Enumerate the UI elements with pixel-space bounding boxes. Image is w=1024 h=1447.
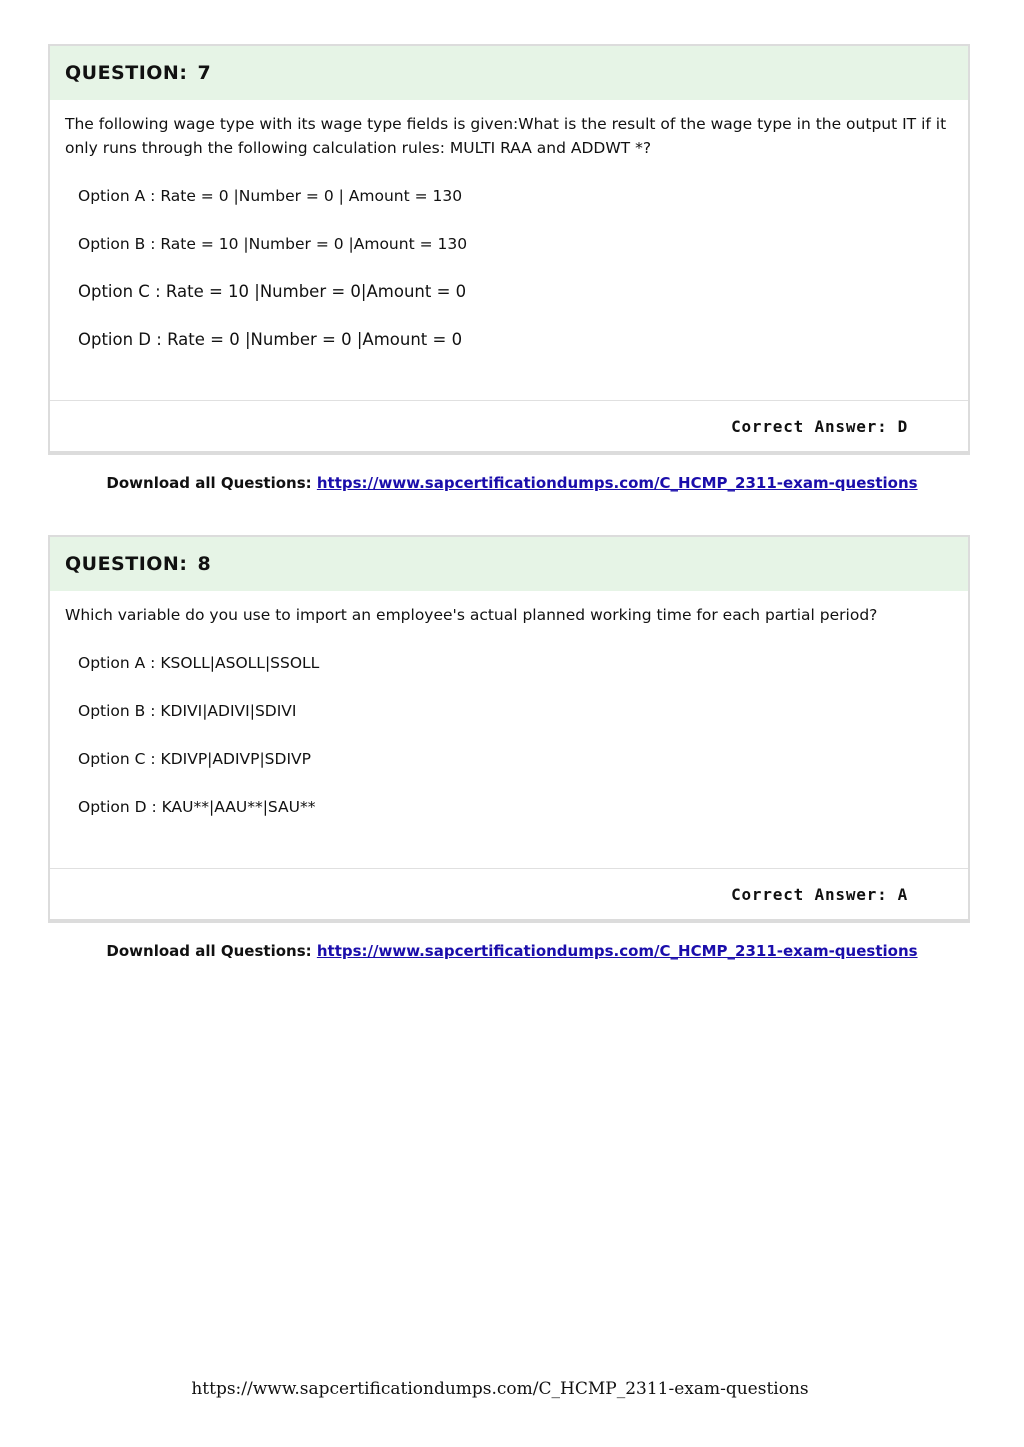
page-footer-url: https://www.sapcertificationdumps.com/C_HCMP_2311-exam-questions	[191, 1379, 809, 1399]
correct-answer-value: D	[897, 416, 908, 436]
question-label: QUESTION:	[65, 553, 188, 575]
option-d: Option D : KAU**|AAU**|SAU**	[78, 798, 316, 816]
download-link[interactable]: https://www.sapcertificationdumps.com/C_HCMP_2311-exam-questions	[316, 942, 918, 960]
question-number: 8	[197, 553, 212, 575]
correct-answer-label: Correct Answer:	[731, 884, 888, 904]
question-card	[48, 44, 970, 455]
question-header	[50, 537, 968, 591]
question-card	[48, 535, 970, 923]
option-c: Option C : Rate = 10 |Number = 0|Amount = 0	[78, 282, 467, 301]
question-text: The following wage type with its wage type fields is given:What is the result of the wage type in the output IT if it only runs through the following calculation rules: MULTI RAA and ADDWT *?	[65, 115, 947, 157]
option-a: Option A : Rate = 0 |Number = 0 | Amount = 130	[78, 187, 463, 205]
correct-answer-value: A	[897, 884, 908, 904]
option-d: Option D : Rate = 0 |Number = 0 |Amount = 0	[78, 330, 463, 349]
option-b: Option B : KDIVI|ADIVI|SDIVI	[78, 702, 297, 720]
option-b: Option B : Rate = 10 |Number = 0 |Amount = 130	[78, 235, 468, 253]
option-a: Option A : KSOLL|ASOLL|SSOLL	[78, 654, 320, 672]
download-line	[0, 474, 1024, 492]
question-header	[50, 46, 968, 100]
download-label: Download all Questions:	[106, 474, 312, 492]
correct-answer	[50, 868, 968, 919]
question-number: 7	[197, 62, 212, 84]
option-c: Option C : KDIVP|ADIVP|SDIVP	[78, 750, 311, 768]
correct-answer	[50, 400, 968, 451]
question-label: QUESTION:	[65, 62, 188, 84]
question-text: Which variable do you use to import an employee's actual planned working time for each partial period?	[65, 606, 878, 624]
correct-answer-label: Correct Answer:	[731, 416, 888, 436]
download-label: Download all Questions:	[106, 942, 312, 960]
download-line	[0, 942, 1024, 960]
download-link[interactable]: https://www.sapcertificationdumps.com/C_HCMP_2311-exam-questions	[316, 474, 918, 492]
